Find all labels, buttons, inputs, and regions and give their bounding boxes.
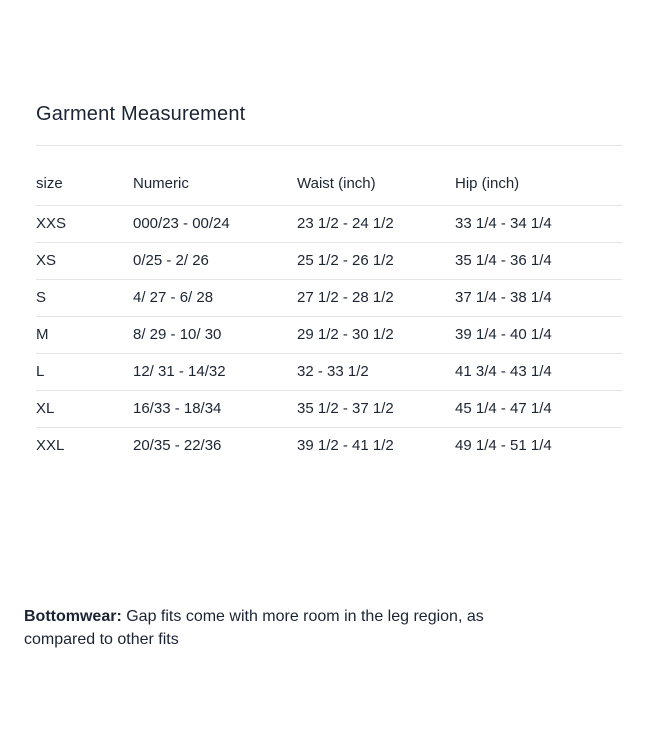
bottomwear-note-label: Bottomwear:	[24, 608, 122, 625]
column-header-hip: Hip (inch)	[455, 146, 622, 206]
table-row	[36, 206, 622, 243]
hip-cell: 35 1/4 - 36 1/4	[455, 243, 622, 280]
waist-cell: 32 - 33 1/2	[297, 354, 455, 391]
table-header-row	[36, 146, 622, 206]
numeric-cell: 8/ 29 - 10/ 30	[133, 317, 297, 354]
table-row	[36, 243, 622, 280]
garment-measurement-table-container	[36, 145, 622, 464]
bottomwear-note	[24, 605, 494, 651]
size-cell: S	[36, 280, 133, 317]
size-cell: XXL	[36, 437, 65, 454]
size-cell: XL	[36, 391, 133, 428]
numeric-cell: 000/23 - 00/24	[133, 206, 297, 243]
waist-cell: 29 1/2 - 30 1/2	[297, 317, 455, 354]
size-cell: L	[36, 354, 133, 391]
size-cell: XS	[36, 243, 133, 280]
hip-cell: 39 1/4 - 40 1/4	[455, 317, 622, 354]
size-cell: XXS	[36, 206, 133, 243]
numeric-cell: 16/33 - 18/34	[133, 391, 297, 428]
table-row	[36, 428, 622, 465]
waist-cell: 35 1/2 - 37 1/2	[297, 391, 455, 428]
numeric-cell: 4/ 27 - 6/ 28	[133, 280, 297, 317]
waist-cell: 27 1/2 - 28 1/2	[297, 280, 455, 317]
page-title: Garment Measurement	[36, 103, 246, 126]
waist-cell: 25 1/2 - 26 1/2	[297, 243, 455, 280]
size-cell: M	[36, 317, 133, 354]
bottomwear-note-text: Gap fits come with more room in the leg region, as compared to other fits	[24, 608, 484, 648]
garment-measurement-table	[36, 146, 622, 464]
table-row	[36, 280, 622, 317]
hip-cell: 45 1/4 - 47 1/4	[455, 391, 622, 428]
waist-cell: 39 1/2 - 41 1/2	[297, 437, 394, 454]
column-header-size: size	[36, 146, 133, 206]
waist-cell: 23 1/2 - 24 1/2	[297, 206, 455, 243]
column-header-numeric: Numeric	[133, 146, 297, 206]
table-row	[36, 391, 622, 428]
column-header-waist: Waist (inch)	[297, 146, 455, 206]
table-row	[36, 317, 622, 354]
numeric-cell: 0/25 - 2/ 26	[133, 243, 297, 280]
table-row	[36, 354, 622, 391]
hip-cell: 33 1/4 - 34 1/4	[455, 206, 622, 243]
hip-cell: 37 1/4 - 38 1/4	[455, 280, 622, 317]
hip-cell: 41 3/4 - 43 1/4	[455, 354, 622, 391]
numeric-cell: 12/ 31 - 14/32	[133, 354, 297, 391]
numeric-cell: 20/35 - 22/36	[133, 437, 222, 454]
hip-cell: 49 1/4 - 51 1/4	[455, 437, 552, 454]
